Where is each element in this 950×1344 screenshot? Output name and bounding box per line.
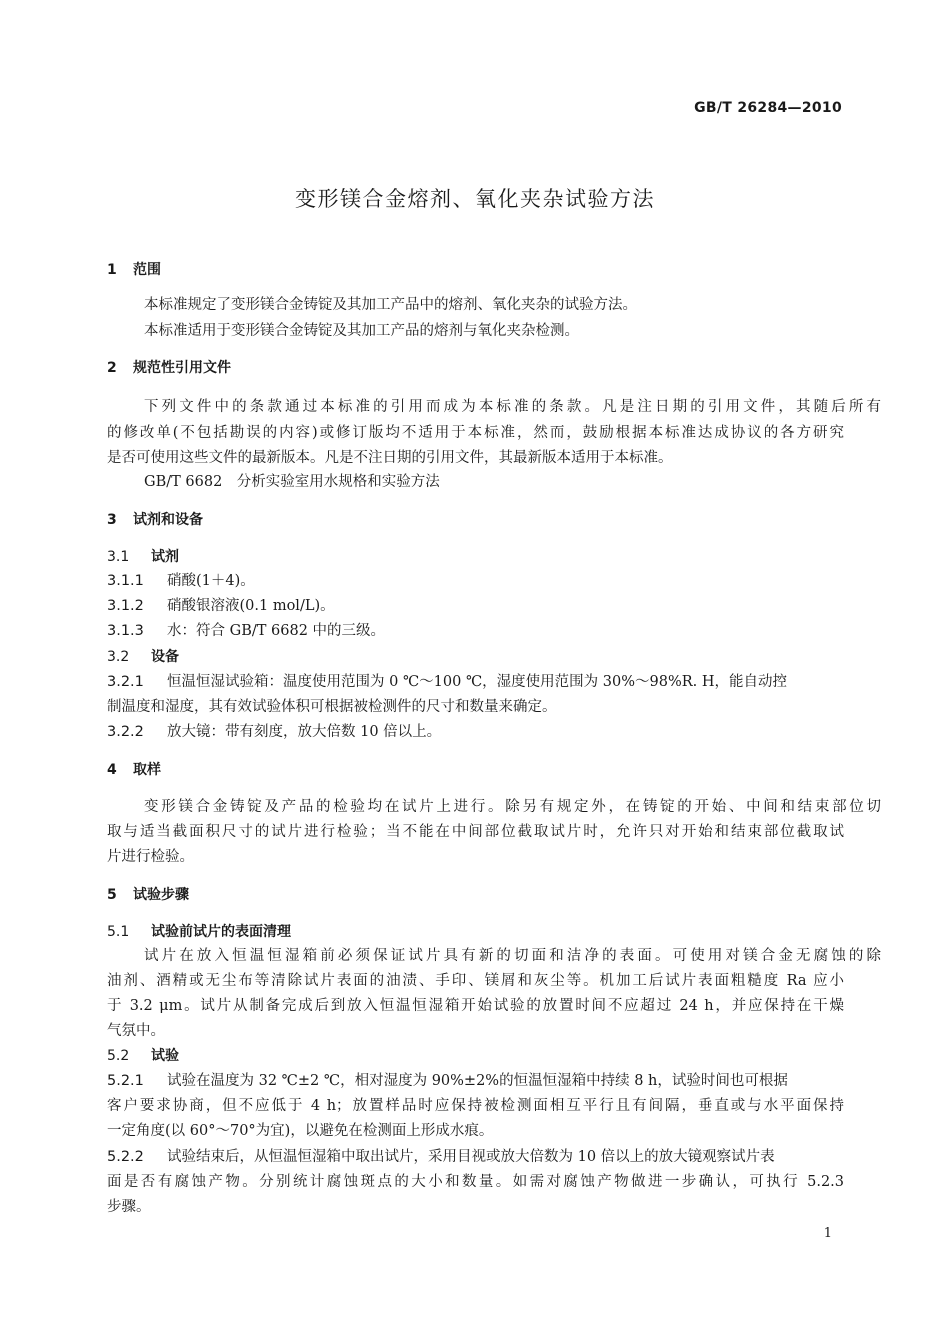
clause-3-1-3	[107, 621, 844, 641]
section-number: 4	[107, 762, 117, 778]
normative-reference: GB/T 6682 分析实验室用水规格和实验方法	[144, 474, 440, 490]
paragraph-line: 是否可使用这些文件的最新版本。凡是不注日期的引用文件，其最新版本适用于本标准。	[107, 450, 673, 466]
section-number: 3	[107, 512, 117, 528]
clause-text: 试验结束后，从恒温恒湿箱中取出试片，采用目视或放大倍数为 10 倍以上的放大镜观察试片表	[167, 1149, 775, 1165]
section-number: 1	[107, 262, 117, 278]
paragraph-line: 步骤。	[107, 1199, 151, 1215]
paragraph-line: 气氛中。	[107, 1023, 165, 1039]
clause-number: 3.1.2	[107, 598, 144, 614]
clause-text: 硝酸银溶液(0.1 mol/L)。	[167, 598, 335, 614]
section-title: 取样	[133, 762, 161, 778]
paragraph-line: 取与适当截面积尺寸的试片进行检验；当不能在中间部位截取试片时，允许只对开始和结束部位截取试	[107, 824, 844, 840]
paragraph: 本标准规定了变形镁合金铸锭及其加工产品中的熔剂、氧化夹杂的试验方法。	[144, 297, 637, 313]
subsection-title: 试验前试片的表面清理	[151, 924, 291, 940]
subsection-title: 试验	[151, 1048, 179, 1064]
paragraph-line: 于 3.2 μm。试片从制备完成后到放入恒温恒湿箱开始试验的放置时间不应超过 24 h，并应保持在干燥	[107, 998, 844, 1014]
subsection-3-1	[107, 547, 844, 567]
subsection-3-2	[107, 647, 844, 667]
page-number: 1	[823, 1226, 832, 1241]
document-title: 变形镁合金熔剂、氧化夹杂试验方法	[295, 187, 655, 211]
subsection-number: 5.2	[107, 1048, 130, 1064]
clause-text: 水：符合 GB/T 6682 中的三级。	[167, 623, 386, 639]
standard-number: GB/T 26284—2010	[694, 100, 842, 116]
paragraph-line: 试片在放入恒温恒湿箱前必须保证试片具有新的切面和洁净的表面。可使用对镁合金无腐蚀的除	[144, 948, 881, 964]
paragraph: 本标准适用于变形镁合金铸锭及其加工产品的熔剂与氧化夹杂检测。	[144, 323, 579, 339]
clause-5-2-2	[107, 1147, 844, 1167]
section-number: 2	[107, 360, 117, 376]
clause-3-2-2	[107, 722, 844, 742]
clause-3-2-1	[107, 672, 844, 692]
clause-number: 3.2.2	[107, 724, 144, 740]
clause-3-1-2	[107, 596, 844, 616]
clause-text: 放大镜：带有刻度，放大倍数 10 倍以上。	[167, 724, 442, 740]
paragraph-line: 一定角度(以 60°～70°为宜)，以避免在检测面上形成水痕。	[107, 1123, 494, 1139]
subsection-number: 3.2	[107, 649, 130, 665]
section-title: 试验步骤	[133, 887, 189, 903]
paragraph-line: 变形镁合金铸锭及产品的检验均在试片上进行。除另有规定外，在铸锭的开始、中间和结束部位切	[144, 799, 881, 815]
paragraph-line: 油剂、酒精或无尘布等清除试片表面的油渍、手印、镁屑和灰尘等。机加工后试片表面粗糙度 Ra 应小	[107, 973, 844, 989]
clause-text: 硝酸(1＋4)。	[167, 573, 255, 589]
clause-text: 试验在温度为 32 ℃±2 ℃，相对湿度为 90%±2%的恒温恒湿箱中持续 8 h，试验时间也可根据	[167, 1073, 788, 1089]
section-number: 5	[107, 887, 117, 903]
subsection-5-2	[107, 1046, 844, 1066]
paragraph-line: 下列文件中的条款通过本标准的引用而成为本标准的条款。凡是注日期的引用文件，其随后所有	[144, 399, 881, 415]
subsection-title: 试剂	[151, 549, 179, 565]
paragraph-line: 面是否有腐蚀产物。分别统计腐蚀斑点的大小和数量。如需对腐蚀产物做进一步确认，可执行 5.2.3	[107, 1174, 844, 1190]
clause-number: 3.1.3	[107, 623, 144, 639]
clause-text: 恒温恒湿试验箱：温度使用范围为 0 ℃～100 ℃，湿度使用范围为 30%～98%R. H，能自动控	[167, 674, 788, 690]
section-1-heading	[107, 260, 844, 280]
subsection-number: 5.1	[107, 924, 130, 940]
clause-number: 5.2.1	[107, 1073, 144, 1089]
section-5-heading	[107, 885, 844, 905]
section-3-heading	[107, 510, 844, 530]
paragraph-line: 客户要求协商，但不应低于 4 h；放置样品时应保持被检测面相互平行且有间隔，垂直或与水平面保持	[107, 1098, 844, 1114]
subsection-title: 设备	[151, 649, 179, 665]
clause-number: 3.1.1	[107, 573, 144, 589]
section-4-heading	[107, 760, 844, 780]
clause-number: 5.2.2	[107, 1149, 144, 1165]
section-2-heading	[107, 358, 844, 378]
clause-number: 3.2.1	[107, 674, 144, 690]
section-title: 范围	[133, 262, 161, 278]
clause-3-1-1	[107, 571, 844, 591]
paragraph-line: 的修改单(不包括勘误的内容)或修订版均不适用于本标准，然而，鼓励根据本标准达成协议的各方研究	[107, 425, 844, 441]
paragraph-line: 片进行检验。	[107, 849, 194, 865]
paragraph-line: 制温度和湿度，其有效试验体积可根据被检测件的尺寸和数量来确定。	[107, 699, 557, 715]
clause-5-2-1	[107, 1071, 844, 1091]
subsection-5-1	[107, 922, 844, 942]
subsection-number: 3.1	[107, 549, 130, 565]
section-title: 试剂和设备	[133, 512, 203, 528]
section-title: 规范性引用文件	[133, 360, 231, 376]
